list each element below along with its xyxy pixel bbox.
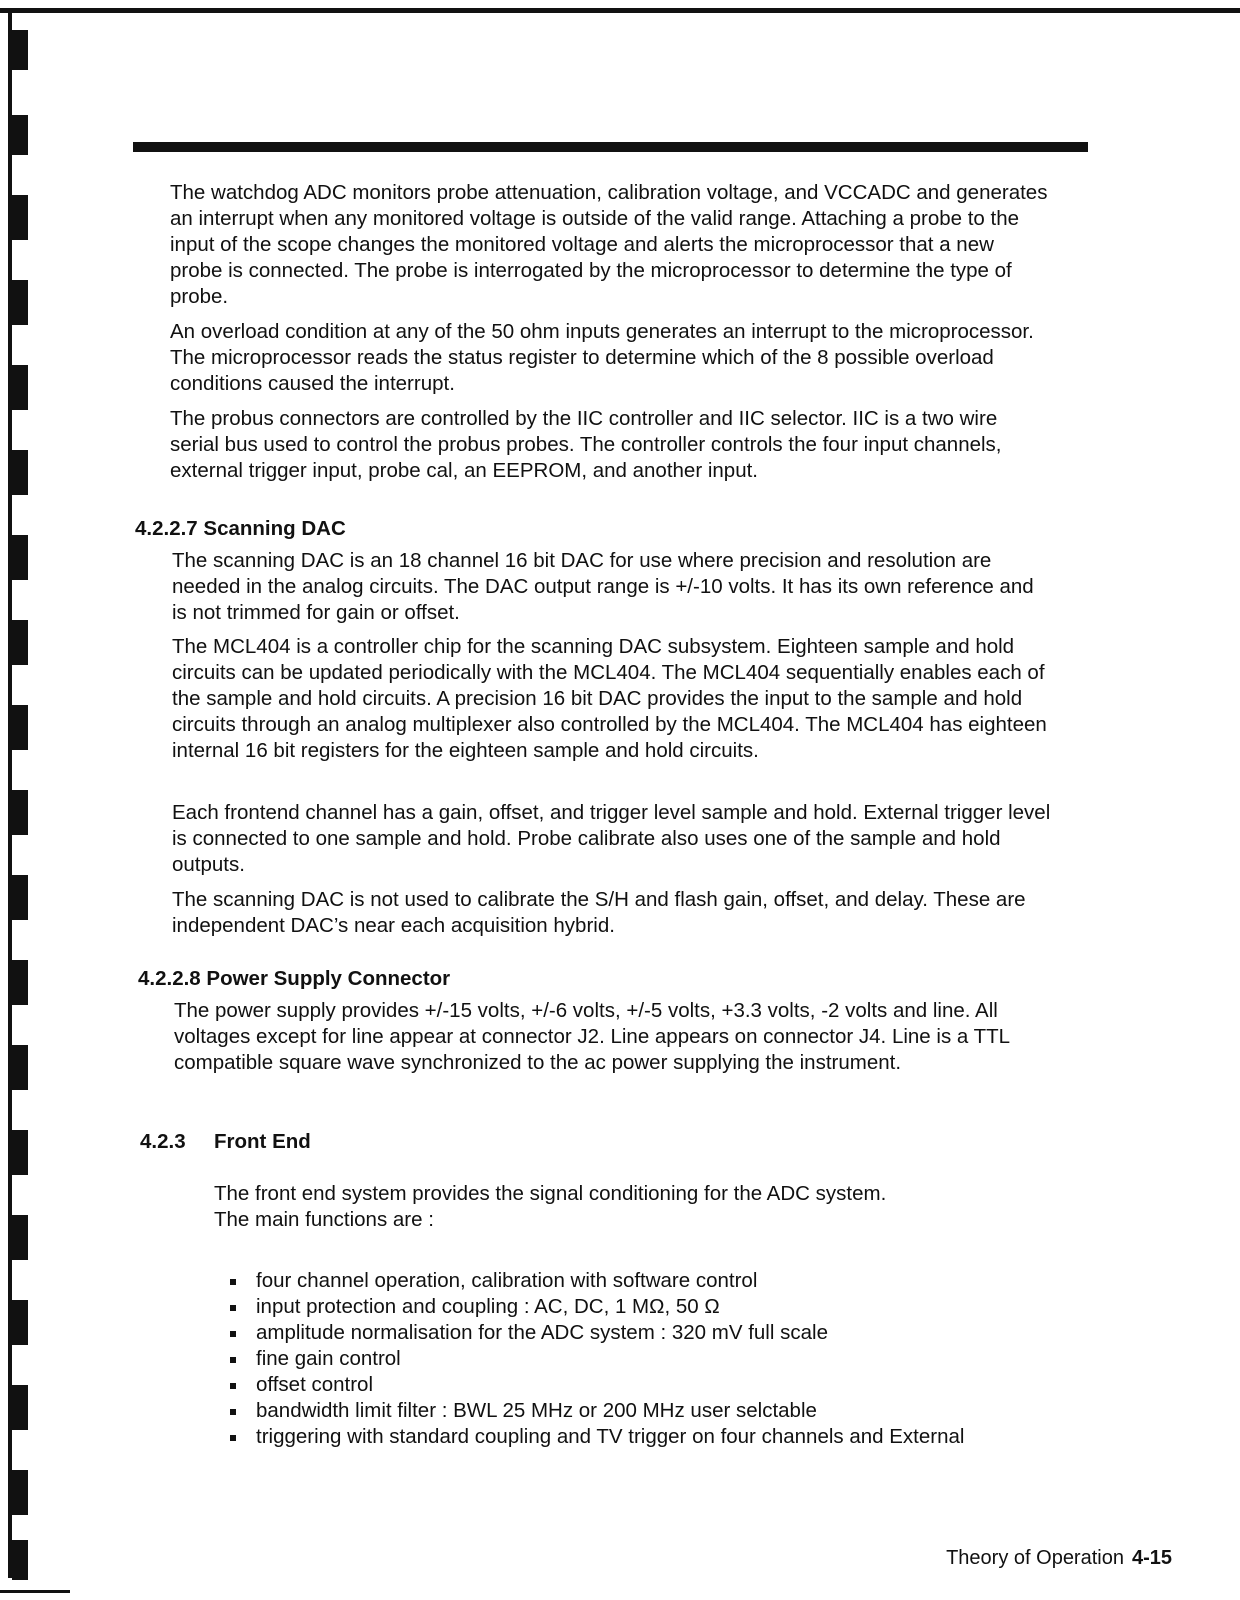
binding-mark	[12, 115, 28, 155]
section-title: Front End	[214, 1130, 311, 1153]
binding-mark	[12, 1215, 28, 1260]
binding-mark	[12, 30, 28, 70]
scan-top-border	[0, 8, 1240, 13]
binding-mark	[12, 1540, 28, 1580]
binding-mark	[12, 1300, 28, 1345]
binding-mark	[12, 1045, 28, 1090]
binding-mark	[12, 790, 28, 835]
binding-mark	[12, 1385, 28, 1430]
front-end-intro-line2: The main functions are :	[214, 1208, 434, 1231]
binding-mark	[12, 535, 28, 580]
section-title: Power Supply Connector	[206, 967, 451, 990]
page-number: 4-15	[1131, 1547, 1172, 1569]
list-item: triggering with standard coupling and TV trigger on four channels and External	[222, 1424, 964, 1450]
section-heading-power-supply	[138, 966, 450, 992]
front-end-intro-line1: The front end system provides the signal conditioning for the ADC system.	[214, 1182, 887, 1205]
list-item: offset control	[222, 1372, 964, 1398]
binding-mark	[12, 620, 28, 665]
list-item: bandwidth limit filter : BWL 25 MHz or 200 MHz user selctable	[222, 1398, 964, 1424]
paragraph-watchdog-adc: The watchdog ADC monitors probe attenuation, calibration voltage, and VCCADC and generates an interrupt when any monitored voltage is outside of the valid range. Attaching a probe to the input of the scope changes the monitored voltage and alerts the microprocessor that a new probe is connected. The probe is interrogated by the microprocessor to determine the type of probe.	[170, 181, 1048, 308]
binding-mark	[12, 365, 28, 410]
paragraph-power-supply: The power supply provides +/-15 volts, +/-6 volts, +/-5 volts, +3.3 volts, -2 volts and line. All voltages except for line appear at connector J2. Line appears on connector J4. Line is a TTL compatible square wave synchronized to the ac power supplying the instrument.	[174, 999, 1010, 1074]
section-number: 4.2.3	[140, 1130, 186, 1153]
header-rule	[133, 142, 1088, 152]
section-number: 4.2.2.8	[138, 967, 201, 990]
section-number: 4.2.2.7	[135, 517, 198, 540]
paragraph-scanning-dac-range: The scanning DAC is an 18 channel 16 bit DAC for use where precision and resolution are needed in the analog circuits. The DAC output range is +/-10 volts. It has its own reference and is not trimmed for gain or offset.	[172, 549, 1034, 624]
list-item: input protection and coupling : AC, DC, 1 MΩ, 50 Ω	[222, 1294, 964, 1320]
paragraph-probus: The probus connectors are controlled by the IIC controller and IIC selector. IIC is a two wire serial bus used to control the probus probes. The controller controls the four input channels, external trigger input, probe cal, an EEPROM, and another input.	[170, 407, 1002, 482]
binding-mark	[12, 1470, 28, 1515]
paragraph-overload: An overload condition at any of the 50 ohm inputs generates an interrupt to the microprocessor. The microprocessor reads the status register to determine which of the 8 possible overload conditions caused the interrupt.	[170, 320, 1034, 395]
binding-mark	[12, 1130, 28, 1175]
binding-mark	[12, 450, 28, 495]
binding-edge-marks	[0, 20, 30, 1580]
binding-mark	[12, 875, 28, 920]
list-item: amplitude normalisation for the ADC system : 320 mV full scale	[222, 1320, 964, 1346]
list-item: four channel operation, calibration with software control	[222, 1268, 964, 1294]
paragraph-mcl404: The MCL404 is a controller chip for the scanning DAC subsystem. Eighteen sample and hold circuits can be updated periodically with the MCL404. The MCL404 sequentially enables each of the sample and hold circuits. A precision 16 bit DAC provides the input to the sample and hold circuits through an analog multiplexer also controlled by the MCL404. The MCL404 has eighteen internal 16 bit registers for the eighteen sample and hold circuits.	[172, 635, 1047, 762]
binding-mark	[12, 280, 28, 325]
page-footer	[946, 1545, 1172, 1571]
section-heading-front-end	[140, 1129, 311, 1155]
section-title: Scanning DAC	[203, 517, 346, 540]
paragraph-frontend-channel: Each frontend channel has a gain, offset, and trigger level sample and hold. External trigger level is connected to one sample and hold. Probe calibrate also uses one of the sample and hold outputs.	[172, 801, 1051, 876]
front-end-functions-list	[222, 1268, 964, 1450]
footer-chapter-title: Theory of Operation	[946, 1547, 1124, 1569]
paragraph-scanning-dac-calibration: The scanning DAC is not used to calibrate the S/H and flash gain, offset, and delay. These are independent DAC’s near each acquisition hybrid.	[172, 888, 1026, 937]
scan-bottom-border	[0, 1590, 70, 1593]
section-heading-scanning-dac	[135, 516, 346, 542]
binding-mark	[12, 195, 28, 240]
binding-mark	[12, 960, 28, 1005]
binding-mark	[12, 705, 28, 750]
list-item: fine gain control	[222, 1346, 964, 1372]
